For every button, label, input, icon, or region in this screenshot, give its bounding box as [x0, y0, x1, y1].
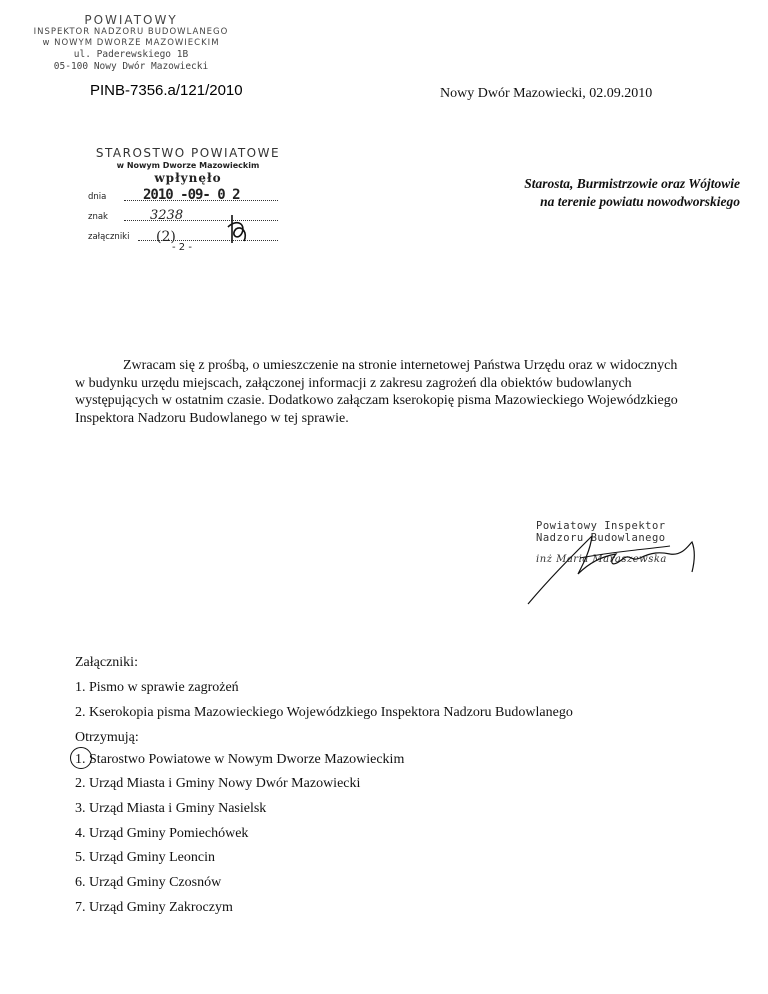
stamp-line: POWIATOWY: [84, 13, 178, 27]
receipt-stamp-subtitle: w Nowym Dworze Mazowieckim: [116, 161, 260, 170]
receipt-sign-row: [88, 205, 288, 225]
addressee: [420, 175, 740, 211]
signature-title: Powiatowy Inspektor: [536, 520, 666, 532]
recipients-heading: Otrzymują:: [75, 730, 139, 745]
signature-title: Nadzoru Budowlanego: [536, 532, 666, 544]
receipt-pages: - 2 -: [172, 242, 192, 253]
handwritten-signature-icon: [520, 528, 710, 608]
stamp-line: INSPEKTOR NADZORU BUDOWLANEGO: [33, 27, 229, 37]
receipt-date-label: dnia: [88, 192, 107, 202]
receipt-sign-value: 3238: [150, 208, 184, 223]
stamp-line: w NOWYM DWORZE MAZOWIECKIM: [42, 38, 220, 48]
recipient-item: 5. Urząd Gminy Leoncin: [75, 850, 215, 865]
receipt-date-value: 2010 -09- 0 2: [143, 187, 240, 203]
stamp-line: ul. Paderewskiego 1B: [73, 49, 189, 60]
handwritten-mark-icon: [226, 213, 250, 247]
receipt-attachments-value: (2): [156, 229, 176, 245]
letter-paragraph: Zwracam się z prośbą, o umieszczenie na stronie internetowej Państwa Urzędu oraz w widocznych w budynku urzędu miejscach, załączonej informacji z zakresu zagrożeń dla obiektów budowlanych występujących w ostatnim czasie. Dodatkowo załączam kserokopię pisma Mazowieckiego Wojewódzkiego Inspektora Nadzoru Budowlanego w tej sprawie.: [75, 358, 678, 426]
receipt-stamp-title: STAROSTWO POWIATOWE: [95, 146, 281, 160]
receipt-attachments-label: załączniki: [88, 232, 130, 242]
recipient-item: 2. Urząd Miasta i Gminy Nowy Dwór Mazowiecki: [75, 776, 361, 791]
recipient-item: 6. Urząd Gminy Czosnów: [75, 875, 222, 890]
recipient-item: 7. Urząd Gminy Zakroczym: [75, 900, 233, 915]
receipt-stamp-received: wpłynęło: [154, 171, 222, 185]
stamp-line: 05-100 Nowy Dwór Mazowiecki: [53, 61, 209, 72]
addressee-line: Starosta, Burmistrzowie oraz Wójtowie: [524, 176, 740, 191]
receipt-sign-label: znak: [88, 212, 108, 222]
letter-body: [75, 357, 681, 427]
recipient-item: 4. Urząd Gminy Pomiechówek: [75, 826, 249, 841]
recipient-item: 1. Starostwo Powiatowe w Nowym Dworze Mazowieckim: [75, 752, 405, 767]
recipient-item: 3. Urząd Miasta i Gminy Nasielsk: [75, 801, 267, 816]
addressee-line: na terenie powiatu nowodworskiego: [540, 194, 740, 209]
attachment-item: 1. Pismo w sprawie zagrożeń: [75, 680, 239, 695]
receipt-stamp: [88, 146, 288, 253]
place-and-date: Nowy Dwór Mazowiecki, 02.09.2010: [440, 86, 653, 101]
attachment-item: 2. Kserokopia pisma Mazowieckiego Wojewódzkiego Inspektora Nadzoru Budowlanego: [75, 705, 573, 720]
office-header-stamp: [0, 14, 262, 73]
attachments-heading: Załączniki:: [75, 655, 138, 670]
receipt-attachments-row: [88, 225, 288, 245]
receipt-date-row: [88, 185, 288, 205]
reference-number: PINB-7356.a/121/2010: [90, 82, 243, 99]
signature-name: inż Maria Maraszewska: [536, 554, 667, 565]
